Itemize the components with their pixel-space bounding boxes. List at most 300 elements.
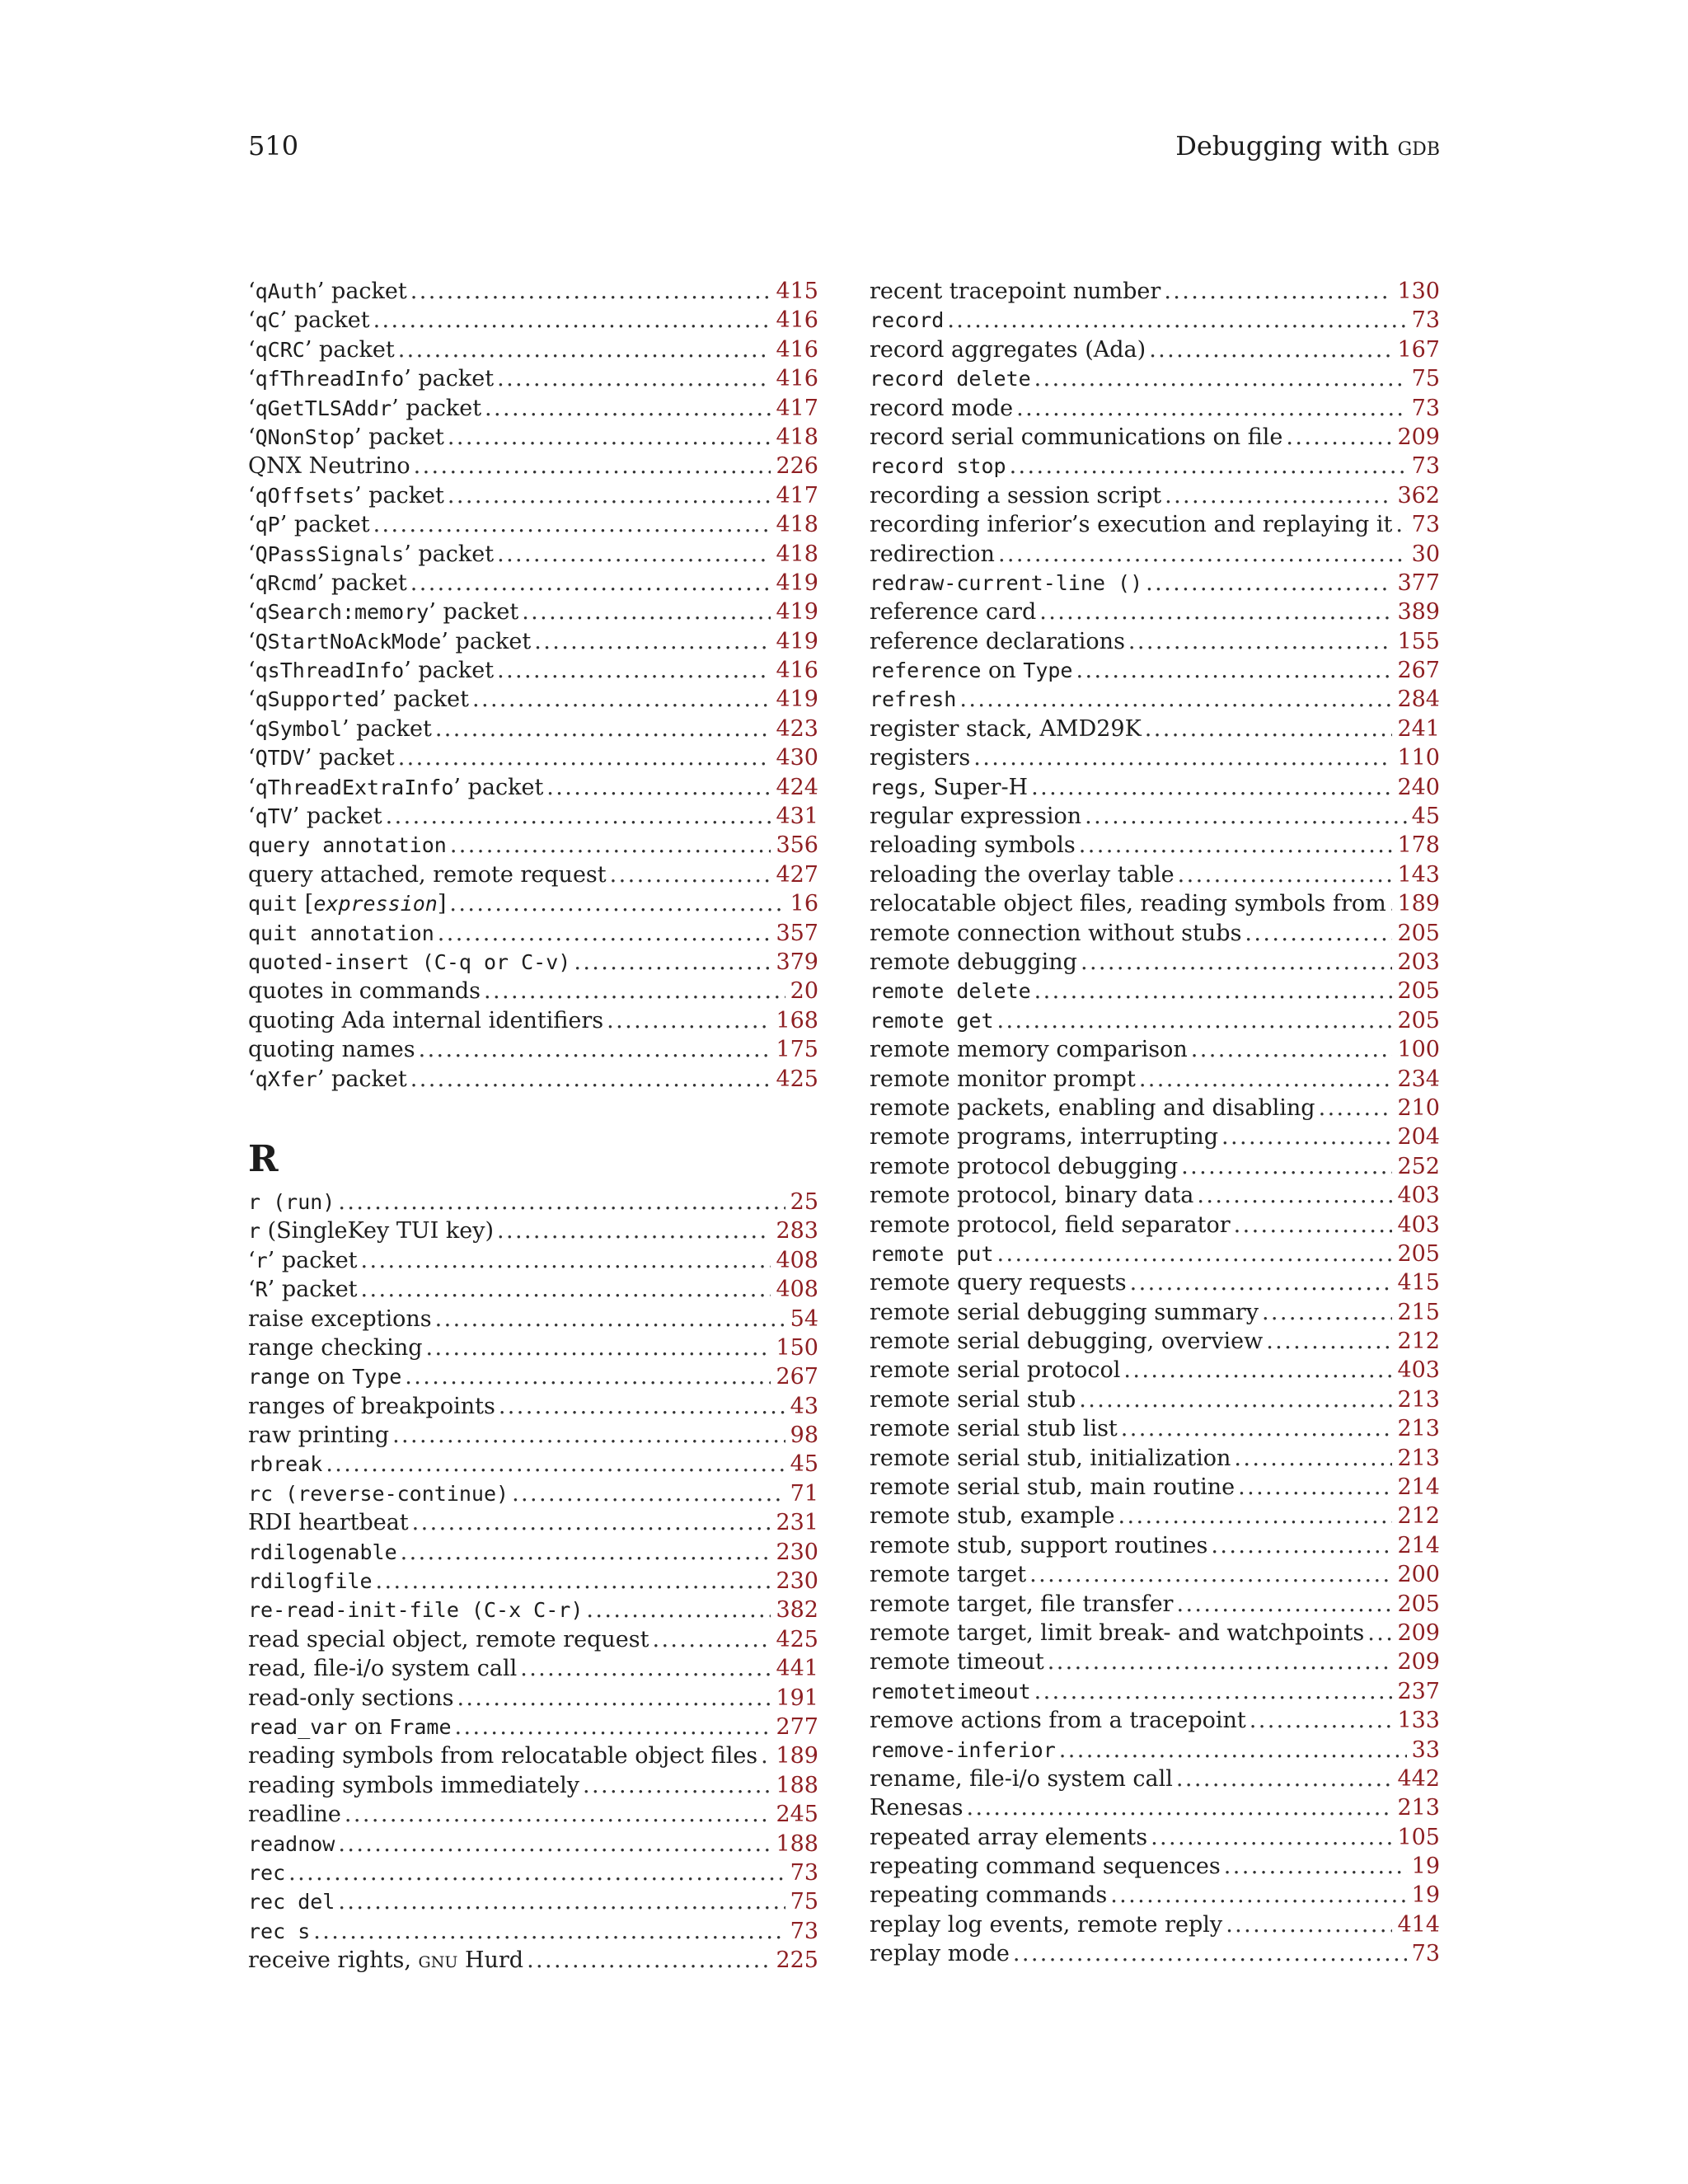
term-text: packet xyxy=(324,279,407,304)
page-reference-link[interactable]: 150 xyxy=(776,1334,818,1361)
code-term: remove-inferior xyxy=(870,1737,1056,1762)
page-reference-link[interactable]: 167 xyxy=(1397,336,1440,363)
code-term: QNonStop xyxy=(255,424,355,449)
page-reference-link[interactable]: 20 xyxy=(790,978,818,1005)
index-entry xyxy=(870,1502,1440,1530)
index-entry xyxy=(870,1152,1440,1181)
index-term xyxy=(870,335,1146,364)
page-reference-link[interactable]: 209 xyxy=(1397,1649,1440,1675)
close-quote: ’ xyxy=(279,512,288,538)
page-reference-link[interactable]: 231 xyxy=(776,1510,818,1536)
term-text: packet xyxy=(324,1066,407,1092)
page-reference-link[interactable]: 414 xyxy=(1397,1911,1440,1938)
page-reference-link[interactable]: 209 xyxy=(1397,1619,1440,1646)
index-entry xyxy=(248,919,818,948)
page-reference-link[interactable]: 205 xyxy=(1397,978,1440,1005)
term-text: remote serial stub xyxy=(870,1386,1076,1413)
page-reference-link[interactable]: 45 xyxy=(790,1451,818,1478)
page-reference-link[interactable]: 215 xyxy=(1397,1299,1440,1325)
index-entry xyxy=(248,1006,818,1035)
page-reference-link[interactable]: 73 xyxy=(790,1859,818,1886)
index-entry xyxy=(870,1356,1440,1385)
index-term xyxy=(870,1502,1115,1530)
index-entry xyxy=(870,1473,1440,1502)
index-entry xyxy=(870,1531,1440,1560)
page-reference-link[interactable]: 25 xyxy=(790,1188,818,1215)
dot-leader xyxy=(1250,1706,1393,1735)
page-reference-link[interactable]: 408 xyxy=(776,1277,818,1303)
term-text: repeating commands xyxy=(870,1882,1108,1909)
index-entry xyxy=(870,1094,1440,1122)
page-reference-link[interactable]: 155 xyxy=(1397,628,1440,654)
dot-leader xyxy=(484,977,785,1005)
page-reference-link[interactable]: 418 xyxy=(776,512,818,538)
index-entry xyxy=(248,1625,818,1654)
page-reference-link[interactable]: 417 xyxy=(776,482,818,509)
page-reference-link[interactable]: 105 xyxy=(1397,1824,1440,1850)
page-reference-link[interactable]: 133 xyxy=(1397,1708,1440,1734)
dot-leader xyxy=(1224,1852,1407,1881)
open-quote: ‘ xyxy=(248,804,256,830)
index-term xyxy=(870,1414,1118,1443)
page-reference-link[interactable]: 362 xyxy=(1397,482,1440,509)
page-reference-link[interactable]: 230 xyxy=(776,1568,818,1595)
page-reference-link[interactable]: 425 xyxy=(776,1626,818,1652)
index-term xyxy=(248,1508,409,1537)
index-entry xyxy=(248,1654,818,1683)
page-reference-link[interactable]: 189 xyxy=(776,1743,818,1769)
index-term xyxy=(870,1881,1107,1910)
code-term: quit xyxy=(248,892,298,916)
page-reference-link[interactable]: 178 xyxy=(1397,832,1440,859)
dot-leader xyxy=(1079,1385,1392,1414)
index-term xyxy=(870,1006,994,1035)
term-text: read-only sections xyxy=(248,1685,454,1711)
page-reference-link[interactable]: 73 xyxy=(1411,307,1440,334)
index-entry xyxy=(248,1538,818,1567)
dot-leader xyxy=(1211,1531,1392,1560)
index-term xyxy=(870,481,1161,510)
page-reference-link[interactable]: 75 xyxy=(1411,366,1440,392)
page-reference-link[interactable]: 130 xyxy=(1397,279,1440,304)
index-entry xyxy=(870,948,1440,977)
index-entry xyxy=(870,364,1440,393)
term-text: (SingleKey TUI key) xyxy=(260,1218,494,1244)
page-reference-link[interactable]: 205 xyxy=(1397,1240,1440,1267)
page-reference-link[interactable]: 75 xyxy=(790,1889,818,1915)
index-entry xyxy=(248,394,818,423)
page-reference-link[interactable]: 100 xyxy=(1397,1037,1440,1063)
index-term xyxy=(248,1917,310,1946)
page-reference-link[interactable]: 212 xyxy=(1397,1503,1440,1530)
page-reference-link[interactable]: 226 xyxy=(776,453,818,480)
page-reference-link[interactable]: 225 xyxy=(776,1947,818,1974)
page-reference-link[interactable]: 188 xyxy=(776,1772,818,1798)
term-text: recent tracepoint number xyxy=(870,279,1161,304)
page-reference-link[interactable]: 419 xyxy=(776,569,818,596)
term-text: packet xyxy=(410,366,495,392)
page-reference-link[interactable]: 143 xyxy=(1397,861,1440,888)
dot-leader xyxy=(947,306,1406,335)
page-reference-link[interactable]: 43 xyxy=(790,1393,818,1419)
page-reference-link[interactable]: 416 xyxy=(776,658,818,684)
dot-leader xyxy=(426,1333,771,1362)
section-heading-r: R xyxy=(248,1137,279,1180)
dot-leader xyxy=(1238,1473,1392,1502)
page-reference-link[interactable]: 73 xyxy=(790,1918,818,1944)
page-reference-link[interactable]: 212 xyxy=(1397,1329,1440,1355)
index-term xyxy=(248,1305,432,1333)
index-term xyxy=(870,1444,1231,1473)
index-term xyxy=(870,1852,1221,1881)
index-entry xyxy=(870,1327,1440,1356)
page-reference-link[interactable]: 416 xyxy=(776,307,818,334)
close-quote: ’ xyxy=(404,366,411,392)
page-reference-link[interactable]: 204 xyxy=(1397,1124,1440,1151)
index-entry xyxy=(870,919,1440,948)
index-term xyxy=(870,743,970,772)
page-reference-link[interactable]: 277 xyxy=(776,1713,818,1740)
code-term: qSearch:memory xyxy=(255,600,429,625)
term-text: remote protocol debugging xyxy=(870,1153,1179,1179)
page-reference-link[interactable]: 357 xyxy=(776,920,818,946)
close-quote: ’ xyxy=(267,1247,275,1273)
page-reference-link[interactable]: 267 xyxy=(776,1364,818,1390)
code-term-type: Type xyxy=(1023,658,1073,683)
open-quote: ‘ xyxy=(248,687,256,713)
code-term: r (run) xyxy=(248,1189,335,1214)
page-reference-link[interactable]: 16 xyxy=(790,891,818,917)
index-entry xyxy=(870,1939,1440,1968)
dot-leader xyxy=(607,1006,771,1035)
index-entry xyxy=(870,685,1440,714)
page-reference-link[interactable]: 252 xyxy=(1397,1153,1440,1179)
index-entry xyxy=(248,889,818,918)
page-reference-link[interactable]: 230 xyxy=(776,1539,818,1565)
code-term: R xyxy=(255,1277,268,1302)
code-term: read_var xyxy=(248,1714,348,1739)
term-text: reference card xyxy=(870,599,1037,626)
page-reference-link[interactable]: 430 xyxy=(776,745,818,771)
page-reference-link[interactable]: 415 xyxy=(1397,1270,1440,1296)
dot-leader xyxy=(1146,569,1392,598)
open-quote: ‘ xyxy=(248,366,256,392)
term-text: remote serial stub, initialization xyxy=(870,1445,1231,1471)
index-entry xyxy=(870,977,1440,1005)
dot-leader xyxy=(410,1065,771,1094)
index-term xyxy=(870,773,1028,802)
page-reference-link[interactable]: 267 xyxy=(1397,658,1440,684)
dot-leader xyxy=(1395,510,1406,539)
term-text: recording a session script xyxy=(870,482,1162,509)
dot-leader xyxy=(1128,627,1393,656)
page-reference-link[interactable]: 356 xyxy=(776,832,818,859)
index-entry xyxy=(248,948,818,977)
index-term xyxy=(870,1706,1246,1735)
term-text: remote serial debugging, overview xyxy=(870,1329,1264,1355)
index-term xyxy=(870,1560,1026,1589)
index-entry xyxy=(248,1421,818,1450)
open-quote: ‘ xyxy=(248,482,256,509)
term-text: packet xyxy=(274,1277,358,1303)
page-reference-link[interactable]: 419 xyxy=(776,628,818,654)
close-quote: ’ xyxy=(354,482,362,509)
dot-leader xyxy=(392,1421,785,1450)
page-reference-link[interactable]: 431 xyxy=(776,804,818,830)
dot-leader xyxy=(457,1684,771,1713)
page-reference-link[interactable]: 200 xyxy=(1397,1562,1440,1588)
index-term xyxy=(248,306,370,335)
dot-leader xyxy=(1221,1122,1392,1151)
page-reference-link[interactable]: 417 xyxy=(776,395,818,421)
page-reference-link[interactable]: 284 xyxy=(1397,687,1440,713)
index-term xyxy=(870,1122,1218,1151)
page-reference-link[interactable]: 234 xyxy=(1397,1066,1440,1092)
term-text: read, file-i/o system call xyxy=(248,1656,518,1682)
index-term xyxy=(248,685,469,714)
index-entry xyxy=(248,685,818,714)
index-term xyxy=(870,1823,1147,1852)
index-term xyxy=(870,889,1386,918)
index-entry xyxy=(248,1946,818,1975)
dot-leader xyxy=(574,948,771,977)
term-text: packet xyxy=(312,745,395,771)
index-term xyxy=(248,773,543,802)
term-text: remote protocol, field separator xyxy=(870,1212,1231,1238)
page-reference-link[interactable]: 403 xyxy=(1397,1212,1440,1238)
dot-leader xyxy=(419,1035,771,1064)
index-term xyxy=(248,277,407,306)
page-reference-link[interactable]: 210 xyxy=(1397,1094,1440,1121)
index-entry xyxy=(248,1216,818,1245)
page-reference-link[interactable]: 377 xyxy=(1397,569,1440,596)
running-title-text: Debugging with xyxy=(1175,130,1390,162)
term-text: Renesas xyxy=(870,1795,964,1821)
dot-leader xyxy=(652,1625,771,1654)
page-reference-link[interactable]: 205 xyxy=(1397,1007,1440,1033)
page-reference-link[interactable]: 19 xyxy=(1411,1854,1440,1880)
index-entry xyxy=(870,306,1440,335)
dot-leader xyxy=(373,510,771,539)
page-reference-link[interactable]: 213 xyxy=(1397,1386,1440,1413)
index-entry xyxy=(248,452,818,480)
page-reference-link[interactable]: 73 xyxy=(1411,453,1440,480)
page-reference-link[interactable]: 419 xyxy=(776,599,818,626)
term-text: packet xyxy=(461,774,544,800)
index-term xyxy=(870,1035,1188,1064)
term-text: packet xyxy=(349,715,432,742)
index-term xyxy=(870,1356,1120,1385)
page-reference-link[interactable]: 73 xyxy=(1411,395,1440,421)
index-entry xyxy=(248,743,818,772)
page-reference-link[interactable]: 33 xyxy=(1411,1736,1440,1763)
dot-leader xyxy=(435,715,771,743)
page-reference-link[interactable]: 30 xyxy=(1411,541,1440,567)
index-term xyxy=(248,1713,452,1741)
page-reference-link[interactable]: 98 xyxy=(790,1422,818,1449)
index-term xyxy=(248,364,494,393)
term-text: reading symbols from relocatable object files xyxy=(248,1743,758,1769)
dot-leader xyxy=(1151,1823,1392,1852)
page-reference-link[interactable]: 408 xyxy=(776,1247,818,1273)
term-text: ranges of breakpoints xyxy=(248,1393,495,1419)
index-term xyxy=(248,1741,757,1770)
page-reference-link[interactable]: 73 xyxy=(1411,1941,1440,1967)
page-reference-link[interactable]: 237 xyxy=(1397,1678,1440,1704)
index-entry xyxy=(870,1006,1440,1035)
page-reference-link[interactable]: 427 xyxy=(776,861,818,888)
index-entry xyxy=(870,481,1440,510)
dot-leader xyxy=(1029,1560,1392,1589)
index-entry xyxy=(870,1823,1440,1852)
page-reference-link[interactable]: 416 xyxy=(776,366,818,392)
dot-leader xyxy=(1110,1881,1406,1910)
index-entry xyxy=(248,364,818,393)
page-reference-link[interactable]: 205 xyxy=(1397,1591,1440,1617)
page-reference-link[interactable]: 45 xyxy=(1411,804,1440,830)
page-reference-link[interactable]: 214 xyxy=(1397,1474,1440,1501)
term-text: reading symbols immediately xyxy=(248,1772,580,1798)
page-reference-link[interactable]: 442 xyxy=(1397,1765,1440,1792)
term-text: remote connection without stubs xyxy=(870,920,1242,946)
dot-leader xyxy=(973,743,1392,772)
index-term xyxy=(248,977,481,1005)
page-reference-link[interactable]: 209 xyxy=(1397,424,1440,450)
term-text: quoting names xyxy=(248,1037,415,1063)
page-reference-link[interactable]: 283 xyxy=(776,1218,818,1244)
term-text: registers xyxy=(870,745,971,771)
index-term xyxy=(248,889,446,918)
dot-leader xyxy=(586,1596,771,1624)
dot-leader xyxy=(1016,394,1406,423)
page-reference-link[interactable]: 423 xyxy=(776,715,818,742)
term-text: on xyxy=(981,658,1024,684)
dot-leader xyxy=(376,1567,771,1596)
page-reference-link[interactable]: 205 xyxy=(1397,920,1440,946)
term-text: regular expression xyxy=(870,804,1082,830)
index-term xyxy=(870,277,1160,306)
page-reference-link[interactable]: 441 xyxy=(776,1656,818,1682)
page-reference-link[interactable]: 175 xyxy=(776,1037,818,1063)
page-reference-link[interactable]: 425 xyxy=(776,1066,818,1092)
page-reference-link[interactable]: 214 xyxy=(1397,1532,1440,1558)
index-entry xyxy=(870,1852,1440,1881)
page-reference-link[interactable]: 382 xyxy=(776,1597,818,1624)
term-text: repeating command sequences xyxy=(870,1854,1221,1880)
page-reference-link[interactable]: 54 xyxy=(790,1305,818,1332)
dot-leader xyxy=(326,1450,785,1479)
page-reference-link[interactable]: 418 xyxy=(776,424,818,450)
code-term: quoted-insert (C-q or C-v) xyxy=(248,949,571,974)
open-quote: ‘ xyxy=(248,715,256,742)
page-reference-link[interactable]: 213 xyxy=(1397,1795,1440,1821)
page-reference-link[interactable]: 191 xyxy=(776,1685,818,1711)
code-term: qC xyxy=(255,308,280,333)
code-term: quit annotation xyxy=(248,921,434,945)
open-quote: ‘ xyxy=(248,395,256,421)
term-text: record serial communications on file xyxy=(870,424,1283,450)
page-reference-link[interactable]: 189 xyxy=(1397,891,1440,917)
term-text: recording inferior’s execution and replaying it xyxy=(870,512,1393,538)
dot-leader xyxy=(1191,1035,1393,1064)
page-reference-link[interactable]: 213 xyxy=(1397,1416,1440,1442)
code-term-type: Type xyxy=(352,1365,402,1390)
code-term: rbreak xyxy=(248,1452,323,1477)
code-term: remote put xyxy=(870,1241,994,1266)
term-text: raise exceptions xyxy=(248,1305,432,1332)
code-term: qfThreadInfo xyxy=(255,367,405,391)
code-term: rdilogenable xyxy=(248,1540,397,1564)
page-reference-link[interactable]: 188 xyxy=(776,1830,818,1857)
index-entry xyxy=(248,1479,818,1508)
index-entry xyxy=(870,1240,1440,1268)
page-reference-link[interactable]: 240 xyxy=(1397,774,1440,800)
term-text: RDI heartbeat xyxy=(248,1510,409,1536)
index-entry xyxy=(248,1684,818,1713)
page-reference-link[interactable]: 403 xyxy=(1397,1183,1440,1209)
page-reference-link[interactable]: 73 xyxy=(1411,512,1440,538)
index-term xyxy=(248,598,518,626)
term-text: reference declarations xyxy=(870,628,1125,654)
term-text: record mode xyxy=(870,395,1014,421)
index-entry xyxy=(248,715,818,743)
page-reference-link[interactable]: 424 xyxy=(776,774,818,800)
term-text: remote serial protocol xyxy=(870,1357,1121,1384)
page-reference-link[interactable]: 71 xyxy=(790,1480,818,1507)
index-entry xyxy=(870,1211,1440,1240)
page-reference-link[interactable]: 241 xyxy=(1397,715,1440,742)
dot-leader xyxy=(472,685,771,714)
index-entry xyxy=(248,1858,818,1887)
page-reference-link[interactable]: 403 xyxy=(1397,1357,1440,1384)
index-entry xyxy=(870,802,1440,831)
page-reference-link[interactable]: 418 xyxy=(776,541,818,567)
open-quote: ‘ xyxy=(248,1277,256,1303)
page-reference-link[interactable]: 245 xyxy=(776,1802,818,1828)
code-term: qP xyxy=(255,513,280,537)
dot-leader xyxy=(546,773,771,802)
code-term: remote delete xyxy=(870,979,1031,1004)
index-entry xyxy=(870,598,1440,626)
index-term xyxy=(248,1887,335,1916)
index-term xyxy=(248,1216,494,1245)
index-entry xyxy=(248,1362,818,1391)
code-term: readnow xyxy=(248,1831,335,1856)
dot-leader xyxy=(410,277,771,306)
page-reference-link[interactable]: 416 xyxy=(776,336,818,363)
index-term xyxy=(248,715,432,743)
page-reference-link[interactable]: 389 xyxy=(1397,599,1440,626)
page-reference-link[interactable]: 415 xyxy=(776,279,818,304)
page-reference-link[interactable]: 379 xyxy=(776,949,818,975)
dot-leader xyxy=(520,1654,771,1683)
page-reference-link[interactable]: 168 xyxy=(776,1007,818,1033)
index-term xyxy=(870,452,1006,480)
page-reference-link[interactable]: 203 xyxy=(1397,949,1440,975)
index-term xyxy=(248,1800,341,1829)
page-reference-link[interactable]: 213 xyxy=(1397,1445,1440,1471)
code-term: QPassSignals xyxy=(255,541,405,566)
term-text: remote target xyxy=(870,1562,1027,1588)
index-term xyxy=(248,656,494,685)
index-entry xyxy=(248,1713,818,1741)
page-reference-link[interactable]: 19 xyxy=(1411,1882,1440,1909)
index-term xyxy=(248,948,570,977)
index-entry xyxy=(248,1188,818,1216)
term-text: packet xyxy=(287,512,370,538)
page-reference-link[interactable]: 419 xyxy=(776,687,818,713)
page-reference-link[interactable]: 110 xyxy=(1397,745,1440,771)
